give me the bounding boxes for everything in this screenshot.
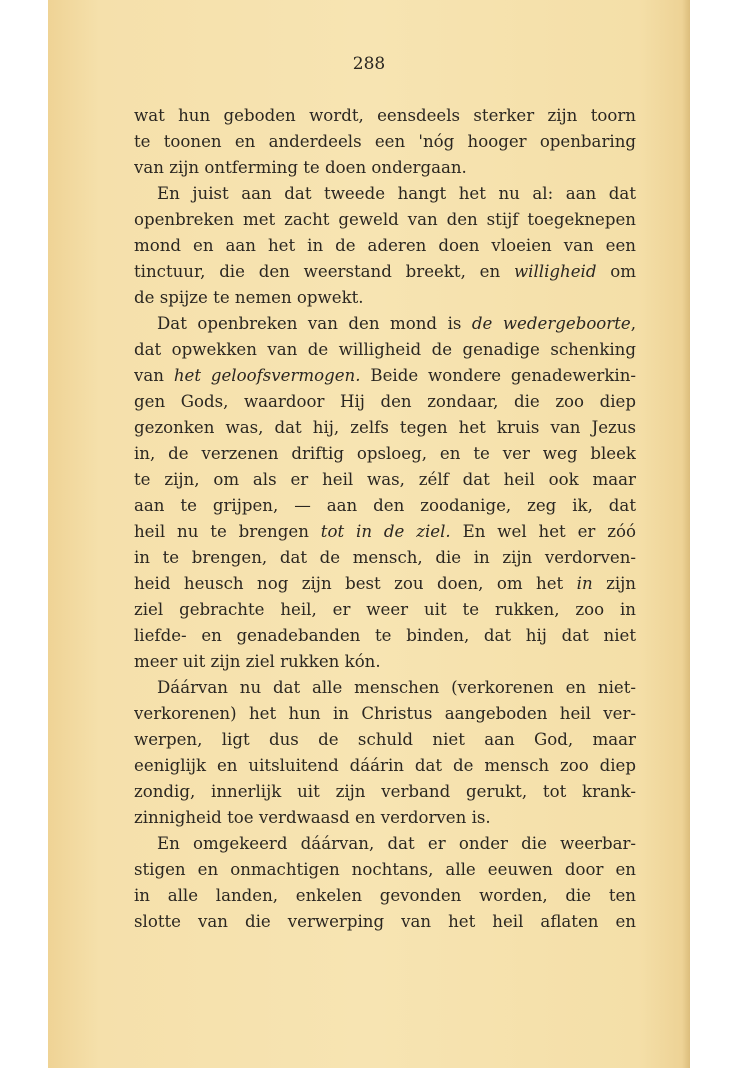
text-run: om [596, 262, 636, 281]
text-line [134, 545, 636, 571]
text-run: liefde- en genadebanden te binden, dat hij dat niet [134, 626, 636, 645]
text-line [134, 311, 636, 337]
text-line [134, 519, 636, 545]
text-line [134, 831, 636, 857]
paragraph [134, 311, 636, 675]
text-run: gezonken was, dat hij, zelfs tegen het kruis van Jezus [134, 418, 636, 437]
text-run: te zijn, om als er heil was, zélf dat heil ook maar [134, 470, 636, 489]
text-run: En juist aan dat tweede hangt het nu al: aan dat [157, 184, 636, 203]
text-line [134, 233, 636, 259]
text-line [134, 909, 636, 935]
text-run: Dáárvan nu dat alle menschen (verkorenen en niet- [157, 678, 636, 697]
text-line [134, 129, 636, 155]
text-run: , [630, 314, 636, 333]
text-run: Beide wondere genadewerkin- [360, 366, 636, 385]
text-run: Dat openbreken van den mond is [157, 314, 472, 333]
text-line [134, 259, 636, 285]
italic-text: de wedergeboorte [471, 314, 631, 333]
paragraph [134, 181, 636, 311]
text-line [134, 675, 636, 701]
italic-text: willigheid [513, 262, 597, 281]
text-line [134, 727, 636, 753]
text-line [134, 181, 636, 207]
italic-text: het geloofsvermogen. [173, 366, 361, 385]
text-line [134, 753, 636, 779]
text-line [134, 493, 636, 519]
text-line [134, 285, 636, 311]
text-line [134, 467, 636, 493]
text-line [134, 779, 636, 805]
text-run: heil nu te brengen [134, 522, 321, 541]
text-run: heid heusch nog zijn best zou doen, om het [134, 574, 577, 593]
text-run: zinnigheid toe verdwaasd en verdorven is. [134, 808, 491, 827]
text-line [134, 701, 636, 727]
text-run: dat opwekken van de willigheid de genadige schenking [134, 340, 636, 359]
text-run: in te brengen, dat de mensch, die in zijn verdorven- [134, 548, 636, 567]
text-line [134, 441, 636, 467]
text-line [134, 207, 636, 233]
text-run: aan te grijpen, — aan den zoodanige, zeg ik, dat [134, 496, 636, 515]
text-line [134, 337, 636, 363]
text-run: zondig, innerlijk uit zijn verband gerukt, tot krank- [134, 782, 636, 801]
page-number: 288 [352, 54, 386, 74]
text-line [134, 363, 636, 389]
text-run: wat hun geboden wordt, eensdeels sterker zijn toorn [134, 106, 636, 125]
body-text [134, 103, 636, 935]
text-run: werpen, ligt dus de schuld niet aan God, maar [134, 730, 636, 749]
text-run: in, de verzenen driftig opsloeg, en te ver weg bleek [134, 444, 636, 463]
text-run: te toonen en anderdeels een 'nóg hooger openbaring [134, 132, 636, 151]
text-line [134, 571, 636, 597]
text-run: in alle landen, enkelen gevonden worden, die ten [134, 886, 636, 905]
text-run: ziel gebrachte heil, er weer uit te rukken, zoo in [134, 600, 636, 619]
text-run: de spijze te nemen opwekt. [134, 288, 364, 307]
text-run: En omgekeerd dáárvan, dat er onder die weerbar- [157, 834, 636, 853]
text-line [134, 623, 636, 649]
text-line [134, 649, 636, 675]
italic-text: in [576, 574, 593, 593]
text-run: meer uit zijn ziel rukken kón. [134, 652, 381, 671]
paragraph [134, 103, 636, 181]
text-run: mond en aan het in de aderen doen vloeien van een [134, 236, 636, 255]
text-run: stigen en onmachtigen nochtans, alle eeuwen door en [134, 860, 636, 879]
text-line [134, 155, 636, 181]
text-run: zijn [592, 574, 636, 593]
italic-text: tot in de ziel. [320, 522, 451, 541]
text-run: verkorenen) het hun in Christus aangeboden heil ver- [134, 704, 636, 723]
paragraph [134, 831, 636, 935]
text-line [134, 805, 636, 831]
page-edge-shadow [682, 0, 690, 1068]
text-run: van [134, 366, 174, 385]
text-run: En wel het er zóó [450, 522, 636, 541]
text-line [134, 415, 636, 441]
text-line [134, 857, 636, 883]
text-run: tinctuur, die den weerstand breekt, en [134, 262, 514, 281]
text-run: eeniglijk en uitsluitend dáárin dat de mensch zoo diep [134, 756, 636, 775]
text-line [134, 103, 636, 129]
text-line [134, 597, 636, 623]
text-run: gen Gods, waardoor Hij den zondaar, die zoo diep [134, 392, 636, 411]
text-line [134, 389, 636, 415]
text-run: van zijn ontferming te doen ondergaan. [134, 158, 467, 177]
text-run: openbreken met zacht geweld van den stijf toegeknepen [134, 210, 636, 229]
text-line [134, 883, 636, 909]
text-run: slotte van die verwerping van het heil aflaten en [134, 912, 636, 931]
paragraph [134, 675, 636, 831]
